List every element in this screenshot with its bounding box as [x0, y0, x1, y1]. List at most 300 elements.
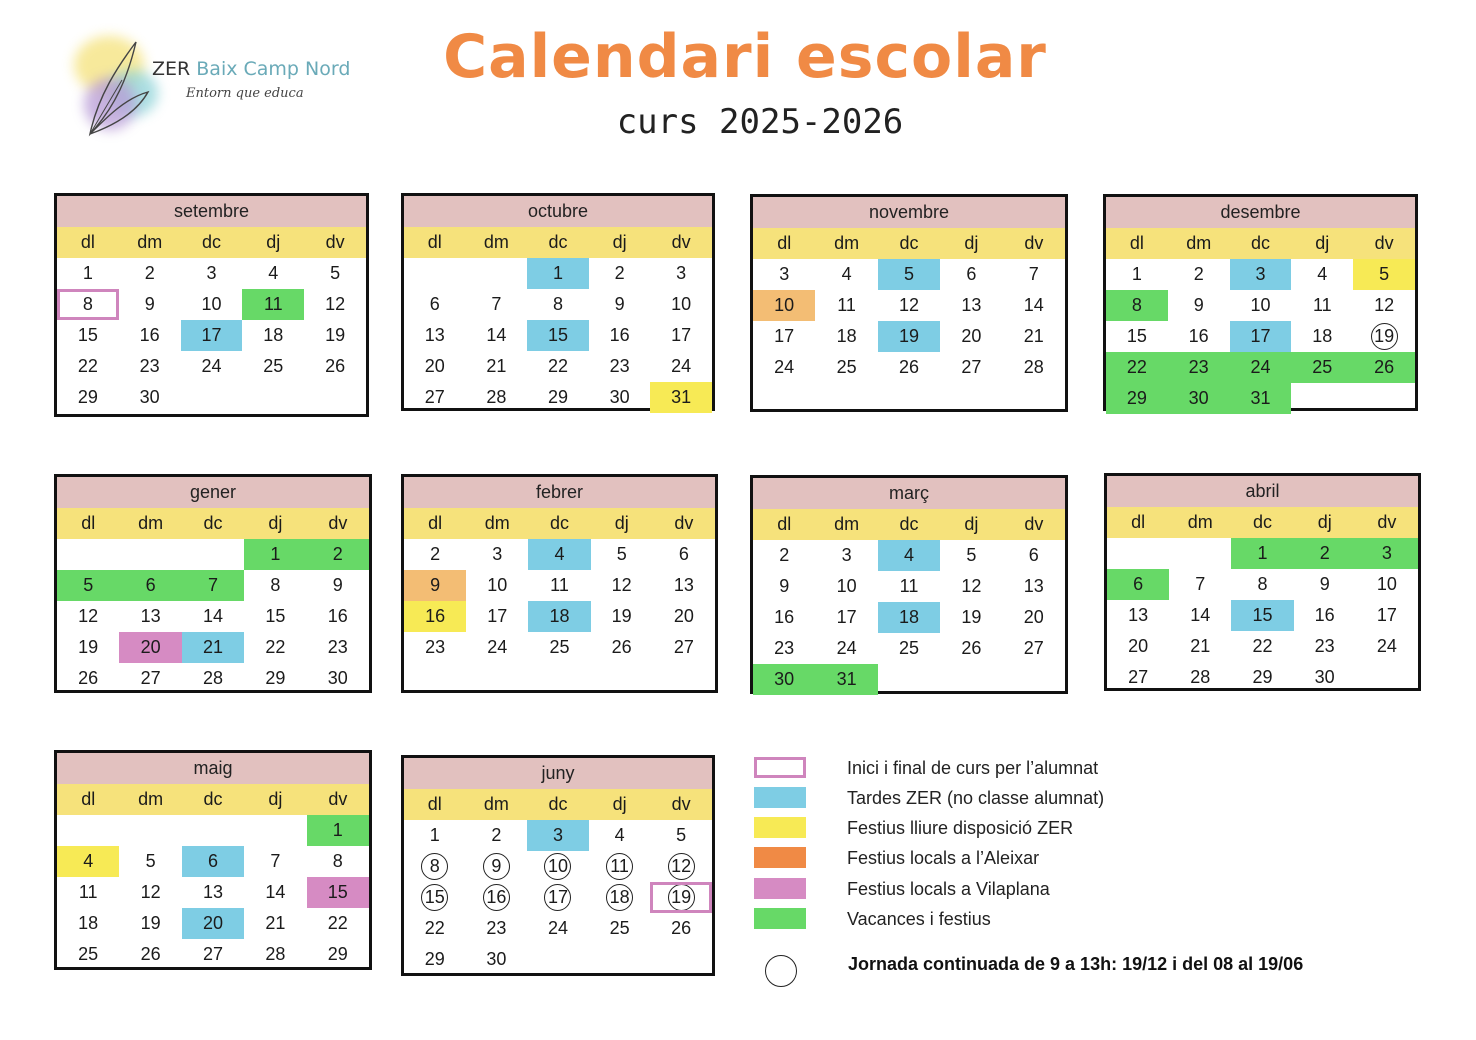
day-number: 23 — [425, 637, 446, 657]
day-cell — [404, 913, 466, 944]
month-name: juny — [404, 758, 712, 789]
legend-label: Vacances i festius — [847, 909, 991, 929]
day-number: 24 — [201, 356, 222, 376]
day-cell — [181, 320, 243, 351]
day-cell — [182, 570, 244, 601]
day-number: 17 — [671, 325, 692, 345]
day-number: 26 — [1374, 357, 1395, 377]
day-number: 22 — [1252, 636, 1273, 656]
day-cell — [815, 321, 877, 352]
day-cell — [466, 851, 528, 882]
day-number: 23 — [774, 638, 795, 658]
day-number: 2 — [614, 263, 625, 283]
day-number: 8 — [552, 294, 563, 314]
day-cell — [307, 908, 369, 939]
day-cell — [650, 851, 712, 882]
day-cell — [1294, 569, 1356, 600]
day-cell — [527, 851, 589, 882]
day-cell — [57, 632, 119, 663]
day-cell — [1231, 538, 1293, 569]
day-number: 16 — [327, 606, 348, 626]
day-cell — [753, 321, 815, 352]
day-number: 17 — [774, 326, 795, 346]
day-number: 8 — [421, 853, 448, 880]
day-number: 20 — [673, 606, 694, 626]
day-number: 22 — [327, 913, 348, 933]
day-cell — [1356, 631, 1418, 662]
legend-label: Tardes ZER (no classe alumnat) — [847, 788, 1105, 808]
weekday-header — [57, 784, 369, 815]
day-cell — [57, 601, 119, 632]
day-number: 4 — [841, 264, 852, 284]
day-number: 22 — [547, 356, 568, 376]
logo-name: ZER Baix Camp Nord — [152, 58, 351, 80]
day-number: 6 — [678, 544, 689, 564]
day-number: 13 — [961, 295, 982, 315]
day-number: 23 — [1188, 357, 1209, 377]
day-cell — [404, 351, 466, 382]
day-cell — [878, 321, 940, 352]
day-number: 23 — [1314, 636, 1335, 656]
legend-label: Festius lliure disposició ZER — [847, 818, 1074, 838]
day-number: 10 — [1376, 574, 1397, 594]
day-cell — [119, 258, 181, 289]
day-number: 15 — [265, 606, 286, 626]
day-number: 27 — [140, 668, 161, 688]
day-cell — [119, 908, 181, 939]
day-number: 4 — [1317, 264, 1328, 284]
weekday-label: dv — [1024, 233, 1044, 253]
day-cell — [244, 601, 306, 632]
day-number: 2 — [1319, 543, 1330, 563]
day-number: 5 — [903, 264, 914, 284]
weekday-label: dj — [1317, 512, 1332, 532]
day-number: 24 — [774, 357, 795, 377]
page-subtitle: curs 2025-2026 — [616, 102, 904, 142]
day-cell — [466, 258, 528, 289]
day-cell — [1107, 631, 1169, 662]
day-cell — [1356, 538, 1418, 569]
day-cell — [182, 601, 244, 632]
weekday-label: dl — [80, 232, 95, 252]
day-number: 5 — [145, 851, 156, 871]
day-cell — [589, 351, 651, 382]
day-number: 14 — [1023, 295, 1044, 315]
day-number: 12 — [1374, 295, 1395, 315]
day-number: 16 — [139, 325, 160, 345]
day-cell — [307, 815, 369, 846]
day-number: 26 — [898, 357, 919, 377]
day-number: 31 — [1250, 388, 1271, 408]
day-cell — [244, 570, 306, 601]
day-number: 12 — [78, 606, 99, 626]
day-cell — [244, 877, 306, 908]
day-cell — [1003, 352, 1065, 383]
day-number: 17 — [1376, 605, 1397, 625]
day-number: 20 — [1128, 636, 1149, 656]
day-number: 24 — [1250, 357, 1271, 377]
day-number: 30 — [139, 387, 160, 407]
month-febrer — [401, 474, 718, 693]
day-cell — [57, 351, 119, 382]
day-cell — [527, 913, 589, 944]
day-number: 18 — [1312, 326, 1333, 346]
day-cell — [182, 539, 244, 570]
logo-tagline: Entorn que educa — [186, 86, 304, 101]
day-cell — [878, 602, 940, 633]
day-cell — [57, 539, 119, 570]
day-number: 19 — [961, 607, 982, 627]
day-cell — [1106, 259, 1168, 290]
day-cell — [1168, 383, 1230, 414]
day-cell — [119, 632, 181, 663]
legend-swatch — [754, 908, 806, 929]
weekday-label: dj — [268, 513, 283, 533]
day-number: 9 — [614, 294, 625, 314]
day-number: 26 — [611, 637, 632, 657]
day-number: 10 — [487, 575, 508, 595]
day-cell — [1169, 631, 1231, 662]
day-number: 26 — [325, 356, 346, 376]
school-logo — [74, 30, 364, 140]
day-number: 10 — [836, 576, 857, 596]
day-cell — [244, 846, 306, 877]
weekday-label: dj — [268, 789, 283, 809]
day-number: 18 — [263, 325, 284, 345]
day-cell — [1294, 600, 1356, 631]
weekday-label: dm — [1186, 233, 1212, 253]
weekday-label: dm — [834, 514, 860, 534]
day-number: 17 — [201, 325, 222, 345]
day-grid — [753, 259, 1065, 383]
day-cell — [1107, 662, 1169, 693]
day-number: 17 — [487, 606, 508, 626]
day-cell — [1168, 290, 1230, 321]
day-number: 14 — [202, 606, 223, 626]
day-grid — [404, 258, 712, 413]
day-number: 2 — [491, 825, 502, 845]
day-cell — [527, 351, 589, 382]
day-number: 14 — [265, 882, 286, 902]
day-cell — [404, 820, 466, 851]
legend-swatch — [754, 787, 806, 808]
day-cell — [528, 632, 590, 663]
day-number: 27 — [961, 357, 982, 377]
day-cell — [304, 320, 366, 351]
day-cell — [527, 882, 589, 913]
day-number: 19 — [325, 325, 346, 345]
day-cell — [650, 351, 712, 382]
day-cell — [589, 382, 651, 413]
day-number: 30 — [609, 387, 630, 407]
day-number: 1 — [1131, 264, 1142, 284]
day-grid — [1106, 259, 1415, 414]
day-number: 12 — [140, 882, 161, 902]
day-number: 12 — [668, 853, 695, 880]
day-number: 20 — [1023, 607, 1044, 627]
weekday-label: dl — [427, 232, 442, 252]
day-number: 28 — [265, 944, 286, 964]
day-number: 7 — [1028, 264, 1039, 284]
day-cell — [528, 570, 590, 601]
day-number: 25 — [609, 918, 630, 938]
day-grid — [753, 540, 1065, 695]
day-number: 21 — [1190, 636, 1211, 656]
day-cell — [815, 633, 877, 664]
month-name: novembre — [753, 197, 1065, 228]
day-number: 3 — [841, 545, 852, 565]
day-cell — [650, 289, 712, 320]
month-abril — [1104, 473, 1421, 691]
weekday-header — [753, 228, 1065, 259]
day-number: 1 — [1257, 543, 1268, 563]
day-grid — [404, 539, 715, 663]
weekday-label: dl — [1131, 512, 1146, 532]
day-number: 23 — [486, 918, 507, 938]
weekday-label: dl — [81, 513, 96, 533]
day-number: 19 — [1371, 323, 1398, 350]
day-cell — [591, 570, 653, 601]
weekday-label: dv — [325, 232, 345, 252]
weekday-label: dv — [674, 513, 694, 533]
day-cell — [940, 259, 1002, 290]
month-name: gener — [57, 477, 369, 508]
day-number: 16 — [774, 607, 795, 627]
weekday-label: dv — [671, 232, 691, 252]
day-cell — [182, 939, 244, 970]
day-cell — [404, 944, 466, 975]
day-cell — [1003, 321, 1065, 352]
day-cell — [1231, 600, 1293, 631]
weekday-label: dm — [483, 232, 509, 252]
day-cell — [940, 633, 1002, 664]
day-number: 5 — [676, 825, 687, 845]
day-cell — [1294, 662, 1356, 693]
day-number: 7 — [270, 851, 281, 871]
day-cell — [182, 663, 244, 694]
day-grid — [1107, 538, 1418, 693]
day-cell — [1356, 600, 1418, 631]
day-cell — [589, 258, 651, 289]
day-cell — [1230, 383, 1292, 414]
day-cell — [404, 382, 466, 413]
legend-label: Festius locals a l’Aleixar — [847, 848, 1040, 868]
day-cell — [404, 882, 466, 913]
day-cell — [181, 258, 243, 289]
month-name: abril — [1107, 476, 1418, 507]
day-cell — [591, 539, 653, 570]
weekday-label: dj — [964, 233, 979, 253]
day-number: 30 — [774, 669, 795, 689]
day-cell — [1230, 259, 1292, 290]
month-novembre — [750, 194, 1068, 412]
day-cell — [1106, 321, 1168, 352]
weekday-label: dc — [548, 232, 568, 252]
day-cell — [527, 289, 589, 320]
day-cell — [466, 289, 528, 320]
day-cell — [119, 877, 181, 908]
day-number: 24 — [1376, 636, 1397, 656]
day-cell — [182, 632, 244, 663]
day-cell — [1230, 321, 1292, 352]
day-number: 20 — [202, 913, 223, 933]
day-number: 19 — [78, 637, 99, 657]
day-number: 26 — [78, 668, 99, 688]
month-juny — [401, 755, 715, 976]
day-number: 13 — [424, 325, 445, 345]
day-cell — [589, 820, 651, 851]
day-number: 29 — [424, 949, 445, 969]
day-cell — [653, 601, 715, 632]
day-number: 15 — [327, 882, 348, 902]
weekday-label: dj — [614, 513, 629, 533]
day-number: 10 — [544, 853, 571, 880]
day-number: 16 — [483, 884, 510, 911]
day-cell — [878, 259, 940, 290]
day-number: 22 — [424, 918, 445, 938]
day-cell — [527, 320, 589, 351]
day-cell — [753, 664, 815, 695]
day-number: 1 — [82, 263, 93, 283]
weekday-label: dv — [1024, 514, 1044, 534]
day-number: 9 — [483, 853, 510, 880]
month-name: febrer — [404, 477, 715, 508]
day-number: 20 — [424, 356, 445, 376]
day-cell — [1003, 290, 1065, 321]
day-number: 12 — [898, 295, 919, 315]
day-cell — [1107, 569, 1169, 600]
day-cell — [307, 846, 369, 877]
day-number: 21 — [202, 637, 223, 657]
month-desembre — [1103, 194, 1418, 411]
day-number: 6 — [1028, 545, 1039, 565]
month-març — [750, 475, 1068, 694]
day-cell — [650, 882, 712, 913]
day-number: 2 — [430, 544, 441, 564]
month-name: maig — [57, 753, 369, 784]
day-number: 8 — [1131, 295, 1142, 315]
weekday-label: dm — [484, 513, 510, 533]
day-cell — [466, 632, 528, 663]
day-number: 11 — [837, 295, 856, 315]
day-number: 22 — [77, 356, 98, 376]
day-cell — [244, 663, 306, 694]
day-cell — [650, 258, 712, 289]
day-cell — [1169, 569, 1231, 600]
day-cell — [1168, 352, 1230, 383]
day-number: 3 — [676, 263, 687, 283]
day-cell — [753, 290, 815, 321]
day-number: 27 — [424, 387, 445, 407]
day-number: 8 — [270, 575, 281, 595]
day-cell — [1291, 321, 1353, 352]
day-number: 2 — [1193, 264, 1204, 284]
day-cell — [753, 633, 815, 664]
day-number: 30 — [1314, 667, 1335, 687]
day-cell — [878, 571, 940, 602]
day-cell — [1291, 290, 1353, 321]
weekday-header — [404, 789, 712, 820]
day-number: 19 — [611, 606, 632, 626]
day-cell — [57, 289, 119, 320]
day-cell — [57, 258, 119, 289]
weekday-label: dm — [1187, 512, 1213, 532]
day-number: 18 — [606, 884, 633, 911]
day-number: 9 — [779, 576, 790, 596]
weekday-label: dc — [201, 232, 221, 252]
weekday-header — [404, 508, 715, 539]
month-gener — [54, 474, 372, 693]
day-number: 1 — [332, 820, 343, 840]
month-octubre — [401, 193, 715, 411]
weekday-header — [57, 227, 366, 258]
day-cell — [307, 570, 369, 601]
day-cell — [1168, 259, 1230, 290]
day-number: 8 — [332, 851, 343, 871]
weekday-label: dj — [964, 514, 979, 534]
day-cell — [466, 601, 528, 632]
day-number: 19 — [668, 884, 695, 911]
day-number: 23 — [609, 356, 630, 376]
day-cell — [940, 352, 1002, 383]
day-number: 29 — [1126, 388, 1147, 408]
day-cell — [244, 632, 306, 663]
weekday-label: dm — [483, 794, 509, 814]
day-number: 11 — [606, 853, 633, 880]
day-cell — [307, 663, 369, 694]
day-cell — [466, 351, 528, 382]
day-cell — [182, 846, 244, 877]
day-number: 14 — [486, 325, 507, 345]
day-number: 12 — [325, 294, 346, 314]
day-cell — [466, 913, 528, 944]
weekday-header — [753, 509, 1065, 540]
day-cell — [57, 908, 119, 939]
day-cell — [753, 352, 815, 383]
month-setembre — [54, 193, 369, 417]
day-cell — [878, 540, 940, 571]
day-cell — [753, 571, 815, 602]
day-cell — [57, 846, 119, 877]
day-cell — [815, 352, 877, 383]
day-number: 17 — [1250, 326, 1271, 346]
day-number: 24 — [836, 638, 857, 658]
day-number: 15 — [421, 884, 448, 911]
weekday-header — [57, 508, 369, 539]
day-cell — [57, 570, 119, 601]
day-number: 20 — [961, 326, 982, 346]
day-cell — [1294, 631, 1356, 662]
day-cell — [1231, 662, 1293, 693]
day-number: 1 — [552, 263, 563, 283]
day-number: 25 — [1312, 357, 1333, 377]
day-cell — [119, 289, 181, 320]
day-number: 6 — [966, 264, 977, 284]
day-number: 13 — [140, 606, 161, 626]
day-number: 27 — [1023, 638, 1044, 658]
day-cell — [940, 540, 1002, 571]
day-number: 28 — [202, 668, 223, 688]
day-cell — [1230, 352, 1292, 383]
day-cell — [57, 663, 119, 694]
day-cell — [307, 601, 369, 632]
day-number: 7 — [491, 294, 502, 314]
weekday-label: dc — [899, 514, 919, 534]
day-number: 22 — [1126, 357, 1147, 377]
day-cell — [466, 570, 528, 601]
weekday-label: dl — [777, 514, 792, 534]
day-number: 16 — [1188, 326, 1209, 346]
